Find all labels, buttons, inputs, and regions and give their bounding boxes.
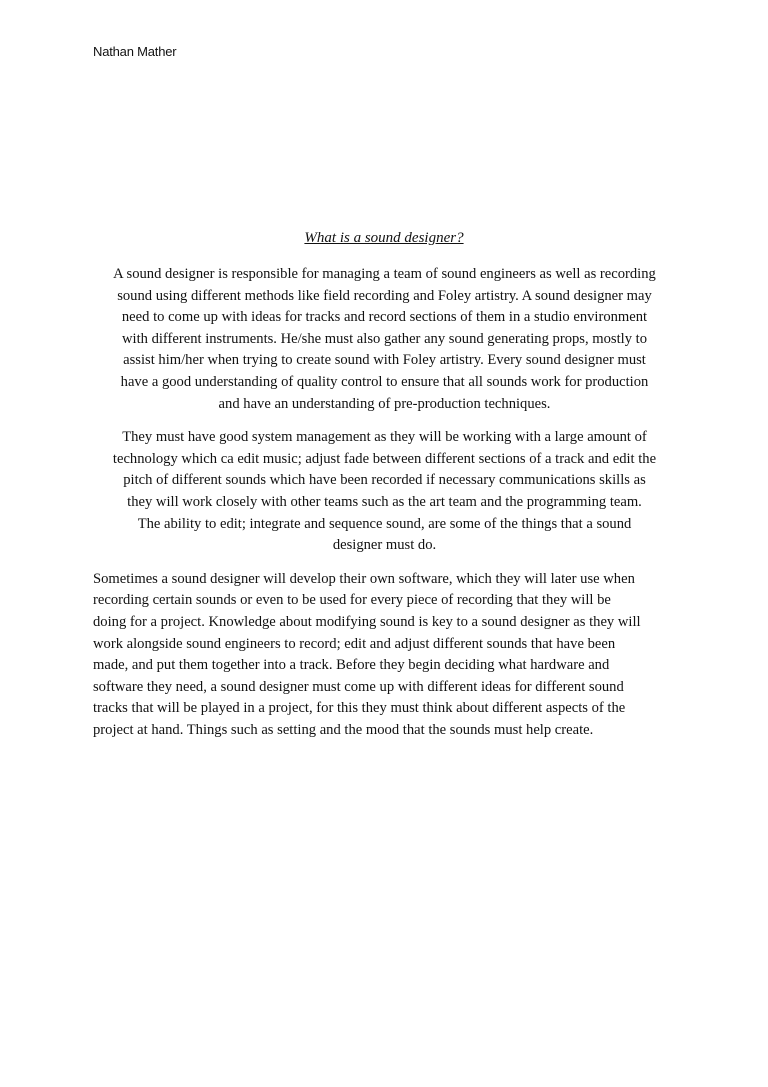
paragraph-line: made, and put them together into a track. Before they begin deciding what hardware and (93, 657, 610, 673)
paragraph-line: they will work closely with other teams such as the art team and the programming team. (127, 494, 642, 510)
paragraph-line: software they need, a sound designer must come up with different ideas for different sound (93, 679, 624, 695)
paragraph-line: with different instruments. He/she must also gather any sound generating props, mostly to (121, 331, 648, 347)
document-title: What is a sound designer? (304, 230, 464, 246)
paragraph-line: A sound designer is responsible for managing a team of sound engineers as well as recording (113, 266, 656, 282)
header-author-name: Nathan Mather (93, 44, 177, 59)
paragraph-line: recording certain sounds or even to be used for every piece of recording that they will be (93, 592, 611, 608)
paragraph-line: designer must do. (332, 537, 437, 553)
paragraph-line: work alongside sound engineers to record; edit and adjust different sounds that have been (93, 636, 616, 652)
paragraph-line: have a good understanding of quality control to ensure that all sounds work for production (120, 374, 649, 390)
paragraph-line: doing for a project. Knowledge about modifying sound is key to a sound designer as they will (93, 614, 641, 630)
paragraph-line: technology which ca edit music; adjust fade between different sections of a track and edit the (112, 451, 657, 467)
paragraph-line: pitch of different sounds which have been recorded if necessary communications skills as (123, 472, 646, 488)
paragraph-line: sound using different methods like field recording and Foley artistry. A sound designer may (117, 288, 652, 304)
paragraph-line: The ability to edit; integrate and sequence sound, are some of the things that a sound (137, 516, 632, 532)
paragraph-line: They must have good system management as they will be working with a large amount of (122, 429, 647, 445)
paragraph-line: and have an understanding of pre-production techniques. (218, 396, 551, 412)
paragraph-line: need to come up with ideas for tracks and record sections of them in a studio environment (121, 309, 648, 325)
paragraph-line: tracks that will be played in a project, for this they must think about different aspects of the (93, 700, 626, 716)
paragraph-line: assist him/her when trying to create sound with Foley artistry. Every sound designer must (123, 352, 646, 368)
paragraph-line: Sometimes a sound designer will develop their own software, which they will later use when (93, 571, 635, 587)
paragraph-line: project at hand. Things such as setting and the mood that the sounds must help create. (93, 722, 594, 738)
